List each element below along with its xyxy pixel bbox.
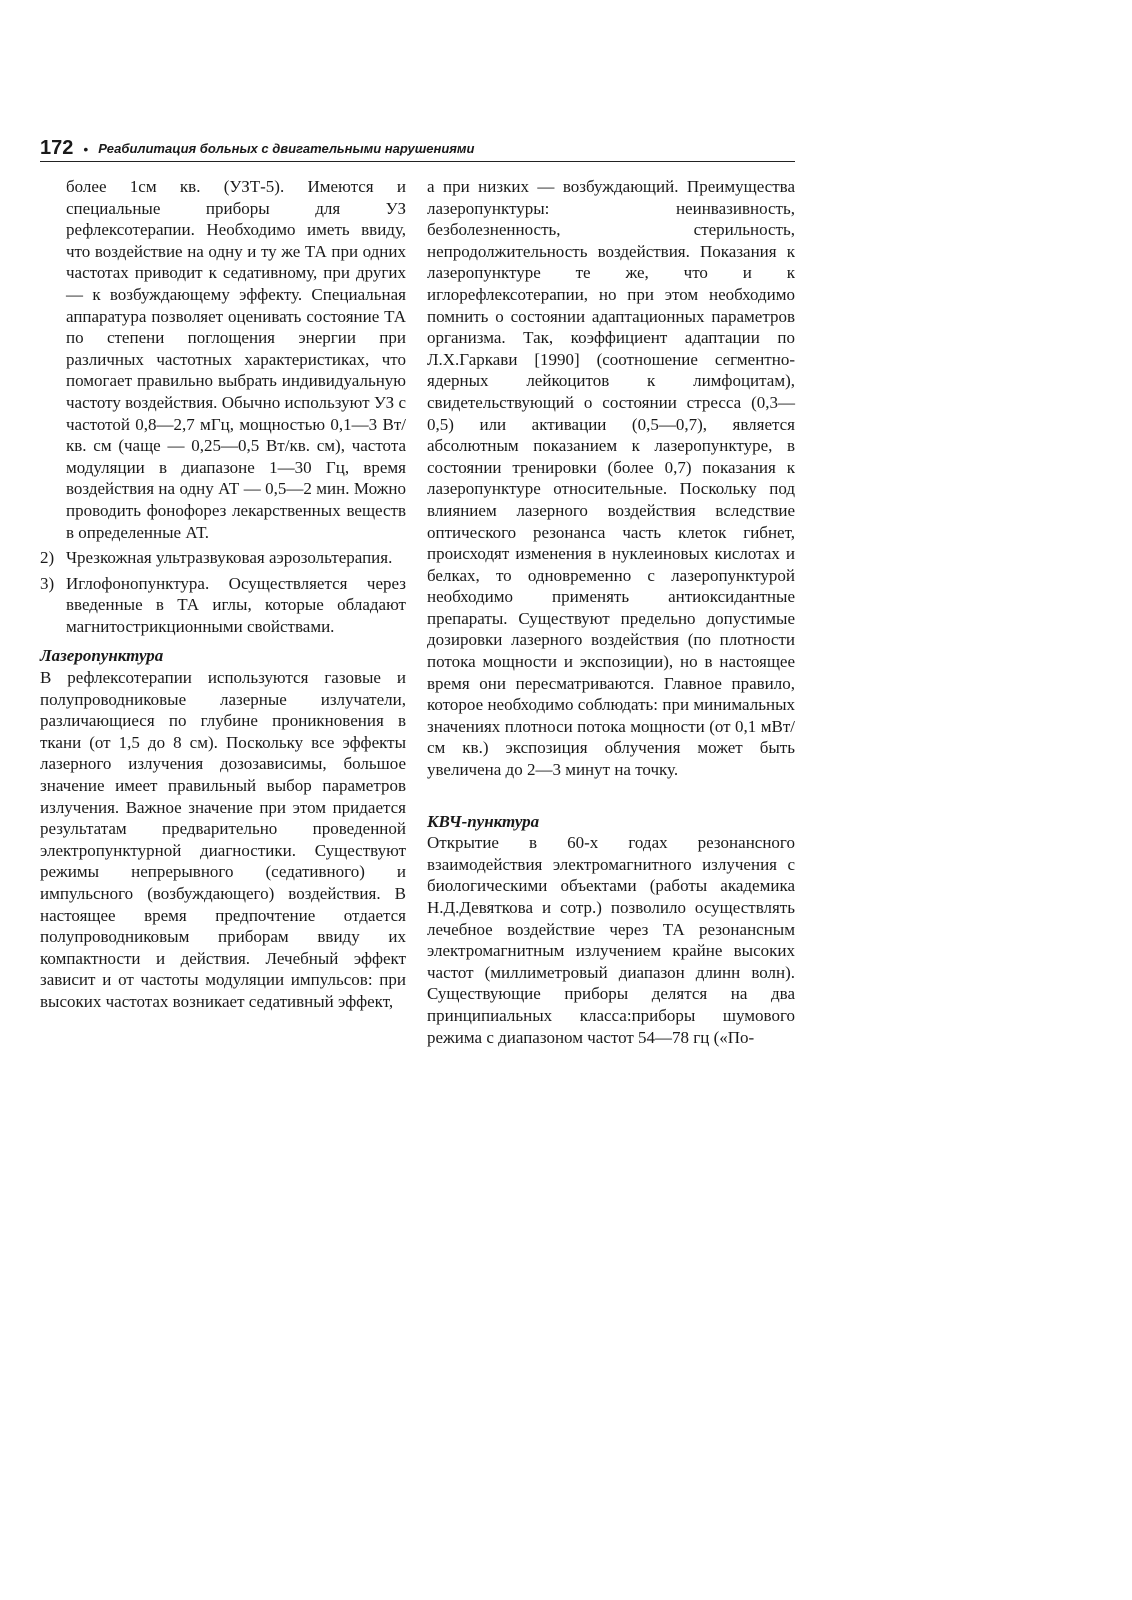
bullet-separator: • <box>83 141 89 157</box>
page-number: 172 <box>40 137 74 159</box>
section-gap <box>427 781 795 803</box>
continued-paragraph: а при низких — возбуждающий. Преимущества лазеропунктуры: неинвазивность, безболезненность, стерильность, непродолжительность воздействия. Показания к лазеропунктуре те же, что и к иглорефлексотерапии, но при этом необходимо помнить о состоянии адаптационных параметров организма. Так, коэффициент адаптации по Л.Х.Гаркави [1990] (соотношение сегментно-ядерных лейкоцитов к лимфоцитам), свидетельствующий о состоянии стресса (0,3—0,5) или активации (0,5—0,7), является абсолютным показанием к лазеропунктуре, в состоянии тренировки (более 0,7) показания к лазеропунктуре относительные. Поскольку под влиянием лазерного воздействия вследствие оптического резонанса часть клеток гибнет, происходят изменения в нуклеиновых кислотах и белках, то одновременно с лазеропунктурой необходимо применять антиоксидантные препараты. Существуют предельно допустимые дозировки лазерного воздействия (по плотности потока мощности и экспозиции), но в настоящее время они пересматриваются. Главное правило, которое необходимо соблюдать: при минимальных значениях плотноси потока мощности (от 0,1 мВт/см кв.) экспозиция облучения может быть увеличена до 2—3 минут на точку. <box>427 177 795 780</box>
list-text: Чрезкожная ультразвуковая аэрозольтерапия. <box>66 548 393 568</box>
right-column <box>427 176 795 1048</box>
section-paragraph: Открытие в 60-х годах резонансного взаимодействия электромагнитного излучения с биологическими объектами (работы академика Н.Д.Девяткова и сотр.) позволило осуществлять лечебное воздействие через ТА резонансным электромагнитным излучением крайне высоких частот (миллиметровый диапазон длинн волн). Существующие приборы делятся на два принципиальных класса:приборы шумового режима с диапазоном частот 54—78 гц («По- <box>427 833 795 1047</box>
book-title: Реабилитация больных с двигательными нарушениями <box>98 141 475 156</box>
list-number: 3) <box>40 573 55 593</box>
list-number: 2) <box>40 548 55 568</box>
section-heading-laser: Лазеропунктура <box>40 646 164 666</box>
running-head <box>40 138 795 162</box>
section-paragraph: В рефлексотерапии используются газовые и полупроводниковые лазерные излучатели, различающиеся по глубине проникновения в ткани (от 1,5 до 8 см). Поскольку все эффекты лазерного излучения дозозависимы, большое значение имеет правильный выбор параметров излучения. Важное значение при этом придается результатам предварительно проведенной электропунктурной диагностики. Существуют режимы непрерывного (седативного) и импульсного (возбуждающего) воздействия. В настоящее время предпочтение отдается полупроводниковым приборам ввиду их компактности и действия. Лечебный эффект зависит и от частоты модуляции импульсов: при высоких частотах возникает седативный эффект, <box>40 668 406 1011</box>
list-text: Иглофонопунктура. Осуществляется через введенные в ТА иглы, которые обладают магнитострикционными свойствами. <box>66 573 406 636</box>
list-item <box>40 573 406 638</box>
continued-paragraph: более 1см кв. (УЗТ-5). Имеются и специальные приборы для УЗ рефлексотерапии. Необходимо иметь ввиду, что воздействие на одну и ту же ТА при одних частотах приводит к седативному, при других — к возбуждающему эффекту. Специальная аппаратура позволяет оценивать состояние ТА по степени поглощения энергии при различных частотных характеристиках, что помогает правильно выбрать индивидуальную частоту воздействия. Обычно используют УЗ с частотой 0,8—2,7 мГц, мощностью 0,1—3 Вт/кв. см (чаще — 0,25—0,5 Вт/кв. см), частота модуляции в диапазоне 1—30 Гц, время воздействия на одну АТ — 0,5—2 мин. Можно проводить фонофорез лекарственных веществ в определенные АТ. <box>66 177 406 542</box>
list-item <box>40 547 406 569</box>
left-column <box>40 176 406 1013</box>
section-heading-ehf: КВЧ-пунктура <box>427 811 540 831</box>
